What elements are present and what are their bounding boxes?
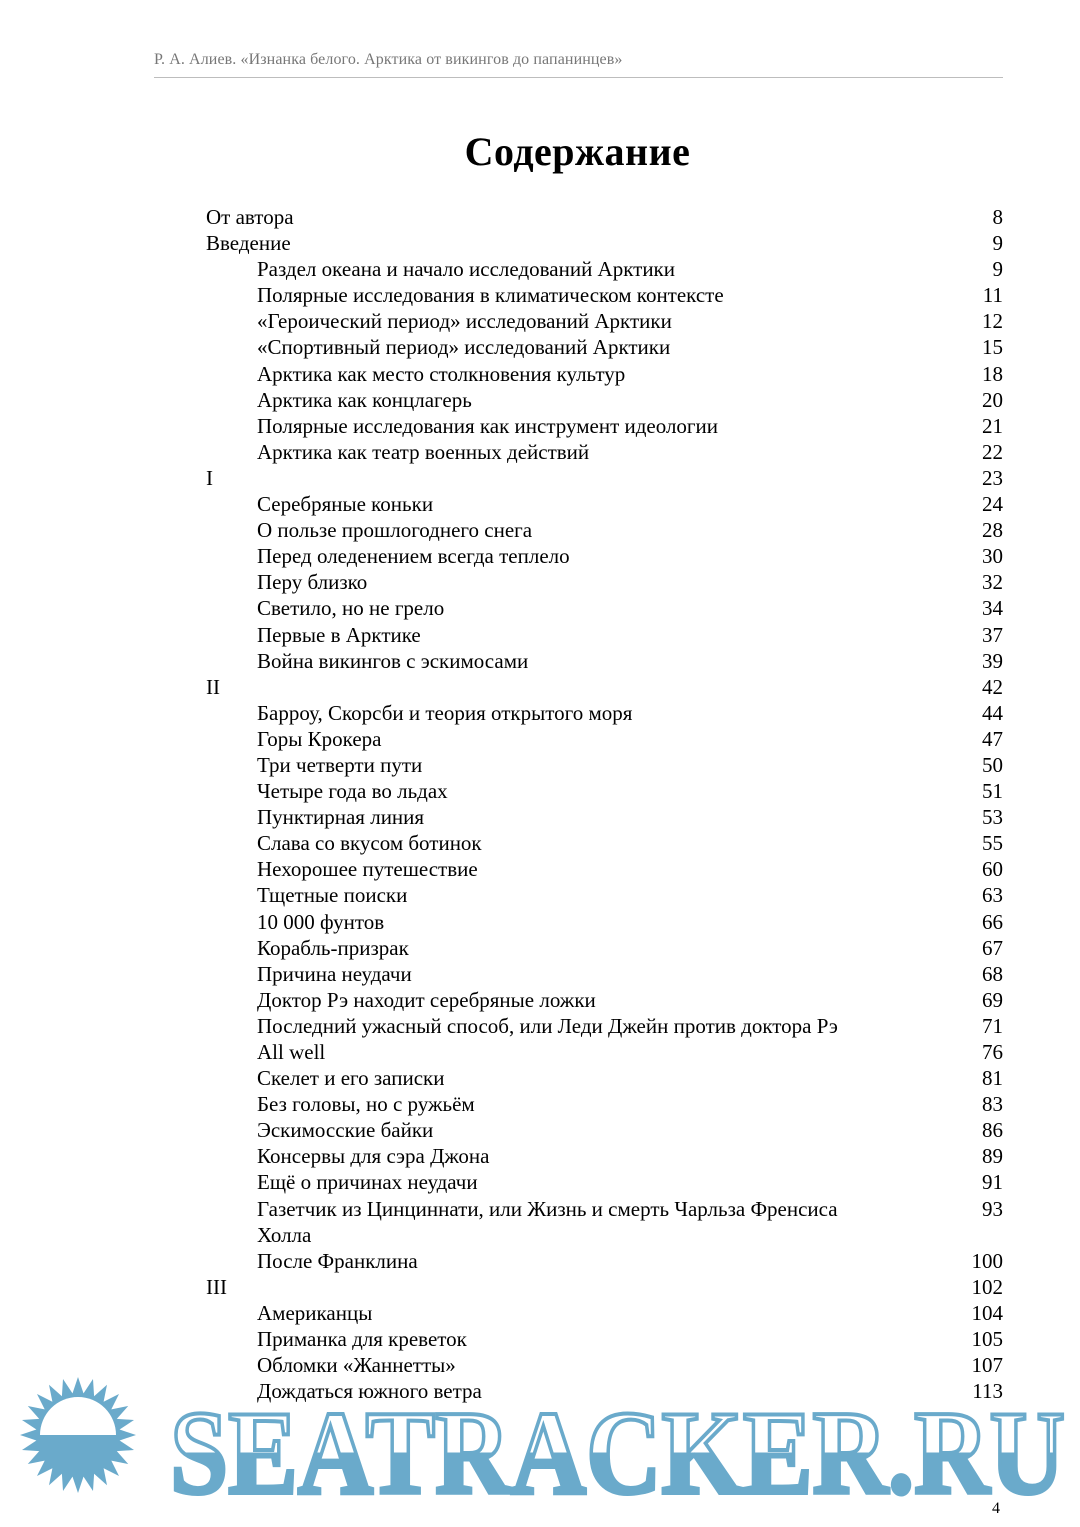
toc-entry[interactable]	[206, 674, 1003, 700]
toc-entry[interactable]	[206, 961, 1003, 987]
toc-entry-title: Эскимосские байки	[257, 1118, 434, 1143]
toc-entry[interactable]	[206, 308, 1003, 334]
toc-entry-title: Арктика как театр военных действий	[257, 439, 590, 464]
toc-entry-page: 76	[982, 1040, 1003, 1064]
toc-entry[interactable]	[206, 1013, 1003, 1039]
toc-entry[interactable]	[206, 439, 1003, 465]
toc-entry-title: Обломки «Жаннетты»	[257, 1353, 456, 1378]
toc-entry-page: 63	[982, 883, 1003, 908]
toc-entry-page: 105	[971, 1327, 1003, 1352]
toc-entry-page: 12	[982, 309, 1003, 334]
toc-entry[interactable]	[206, 1091, 1003, 1117]
toc-entry-page: 102	[971, 1274, 1003, 1299]
toc-entry-page: 42	[982, 674, 1003, 699]
toc-entry-page: 55	[982, 831, 1003, 856]
toc-entry-title: Перу близко	[257, 570, 368, 595]
toc-entry-page: 113	[972, 1379, 1003, 1404]
toc-entry-page: 32	[982, 570, 1003, 595]
toc-entry[interactable]	[206, 491, 1003, 517]
toc-entry-page: 60	[982, 857, 1003, 882]
toc-entry-page: 15	[982, 335, 1003, 360]
toc-entry-title: Три четверти пути	[257, 752, 423, 777]
toc-entry[interactable]	[206, 752, 1003, 778]
toc-entry[interactable]	[206, 1300, 1003, 1326]
table-of-contents	[206, 204, 1003, 1404]
toc-entry-title: Пунктирная линия	[257, 805, 425, 830]
toc-entry[interactable]	[206, 1196, 1003, 1248]
toc-entry[interactable]	[206, 1039, 1003, 1065]
running-header: Р. А. Алиев. «Изнанка белого. Арктика от викингов до папанинцев»	[154, 51, 623, 68]
watermark-logo	[0, 1375, 1080, 1499]
toc-entry-title: Четыре года во льдах	[257, 779, 448, 804]
toc-entry-title: Последний ужасный способ, или Леди Джейн против доктора Рэ	[257, 1013, 838, 1038]
toc-entry-title: Светило, но не грело	[257, 596, 445, 621]
toc-entry-page: 37	[982, 622, 1003, 647]
toc-entry-page: 11	[982, 283, 1003, 308]
toc-entry-title: После Франклина	[257, 1248, 418, 1273]
toc-entry-page: 30	[982, 544, 1003, 569]
toc-entry[interactable]	[206, 517, 1003, 543]
toc-entry-page: 71	[982, 1013, 1003, 1038]
toc-entry-page: 20	[982, 387, 1003, 412]
toc-entry[interactable]	[206, 543, 1003, 569]
toc-entry-page: 69	[982, 987, 1003, 1012]
toc-entry[interactable]	[206, 256, 1003, 282]
toc-entry-title: Дождаться южного ветра	[257, 1379, 482, 1404]
toc-entry-page: 93	[982, 1196, 1003, 1221]
toc-entry-page: 8	[992, 205, 1003, 229]
toc-entry[interactable]	[206, 830, 1003, 856]
toc-entry[interactable]	[206, 1065, 1003, 1091]
toc-entry-page: 47	[982, 726, 1003, 751]
toc-entry[interactable]	[206, 1169, 1003, 1195]
toc-entry-page: 44	[982, 700, 1003, 725]
toc-entry-page: 18	[982, 361, 1003, 386]
toc-entry-title: «Героический период» исследований Арктики	[257, 309, 672, 334]
toc-entry-page: 28	[982, 518, 1003, 543]
toc-entry-page: 50	[982, 752, 1003, 777]
toc-entry-title: Консервы для сэра Джона	[257, 1144, 490, 1169]
toc-entry-title: 10 000 фунтов	[257, 909, 385, 934]
page-title: Содержание	[464, 129, 691, 174]
toc-entry[interactable]	[206, 804, 1003, 830]
toc-entry-title: III	[206, 1274, 227, 1299]
toc-entry-page: 39	[982, 648, 1003, 673]
toc-entry-page: 68	[982, 961, 1003, 986]
toc-entry-page: 53	[982, 805, 1003, 830]
sun-icon	[20, 1377, 136, 1493]
toc-entry[interactable]	[206, 935, 1003, 961]
toc-entry-title: Американцы	[257, 1300, 373, 1325]
toc-entry-page: 22	[982, 439, 1003, 464]
toc-entry-page: 81	[982, 1066, 1003, 1091]
toc-entry-title: Скелет и его записки	[257, 1066, 445, 1091]
toc-entry[interactable]	[206, 204, 1003, 230]
toc-entry-title: От автора	[206, 205, 294, 229]
toc-entry-title: Причина неудачи	[257, 961, 412, 986]
toc-entry-page: 104	[971, 1300, 1003, 1325]
toc-entry-page: 9	[992, 231, 1003, 256]
toc-entry-page: 107	[971, 1353, 1003, 1378]
toc-entry-title: Полярные исследования как инструмент идеологии	[257, 413, 719, 438]
toc-entry[interactable]	[206, 648, 1003, 674]
toc-entry[interactable]	[206, 1248, 1003, 1274]
toc-entry-page: 23	[982, 465, 1003, 490]
toc-entry[interactable]	[206, 595, 1003, 621]
toc-entry-title: Горы Крокера	[257, 726, 382, 751]
toc-entry-title: Тщетные поиски	[257, 883, 408, 908]
toc-entry-title: Перед оледенением всегда теплело	[257, 544, 570, 569]
toc-entry[interactable]	[206, 413, 1003, 439]
toc-entry-title: Корабль-призрак	[257, 935, 409, 960]
toc-entry[interactable]	[206, 1274, 1003, 1300]
toc-entry-title: Арктика как концлагерь	[257, 387, 472, 412]
toc-entry[interactable]	[206, 622, 1003, 648]
toc-entry-title: Введение	[206, 231, 291, 256]
toc-entry-title: Приманка для креветок	[257, 1327, 467, 1352]
toc-entry-page: 9	[992, 257, 1003, 282]
toc-entry-page: 21	[982, 413, 1003, 438]
toc-entry[interactable]	[206, 334, 1003, 360]
toc-entry[interactable]	[206, 909, 1003, 935]
toc-entry[interactable]	[206, 1143, 1003, 1169]
toc-entry-title: Первые в Арктике	[257, 622, 421, 647]
toc-entry-title: II	[206, 674, 220, 699]
toc-entry[interactable]	[206, 465, 1003, 491]
toc-entry[interactable]	[206, 987, 1003, 1013]
toc-entry-title: О пользе прошлогоднего снега	[257, 518, 533, 543]
toc-entry[interactable]	[206, 230, 1003, 256]
toc-entry-page: 34	[982, 596, 1003, 621]
toc-entry-page: 86	[982, 1118, 1003, 1143]
toc-entry[interactable]	[206, 700, 1003, 726]
watermark-text: SEATRACKER.RU	[170, 1386, 1065, 1499]
toc-entry-title: Арктика как место столкновения культур	[257, 361, 626, 386]
toc-entry-page: 51	[982, 779, 1003, 804]
toc-entry-title: Серебряные коньки	[257, 492, 434, 517]
toc-entry-page: 83	[982, 1092, 1003, 1117]
toc-entry[interactable]	[206, 778, 1003, 804]
toc-entry-title: «Спортивный период» исследований Арктики	[257, 335, 671, 360]
toc-entry-page: 67	[982, 935, 1003, 960]
toc-entry-page: 91	[982, 1170, 1003, 1195]
toc-entry-title: Доктор Рэ находит серебряные ложки	[257, 987, 596, 1012]
toc-entry-page: 89	[982, 1144, 1003, 1169]
toc-entry-title: Полярные исследования в климатическом контексте	[257, 283, 724, 308]
toc-entry-title: Газетчик из Цинциннати, или Жизнь и смерть Чарльза Френсиса Холла	[257, 1196, 838, 1247]
toc-entry[interactable]	[206, 282, 1003, 308]
toc-entry[interactable]	[206, 387, 1003, 413]
toc-entry-title: Война викингов с эскимосами	[257, 648, 529, 673]
toc-entry[interactable]	[206, 1117, 1003, 1143]
toc-entry[interactable]	[206, 726, 1003, 752]
toc-entry-title: I	[206, 465, 213, 490]
toc-entry[interactable]	[206, 569, 1003, 595]
toc-entry-title: Ещё о причинах неудачи	[257, 1170, 478, 1195]
toc-entry-title: Слава со вкусом ботинок	[257, 831, 482, 856]
toc-entry-title: Нехорошее путешествие	[257, 857, 478, 882]
toc-entry-title: All well	[257, 1040, 326, 1064]
toc-entry-page: 24	[982, 492, 1003, 517]
toc-entry-page: 66	[982, 909, 1003, 934]
toc-entry[interactable]	[206, 361, 1003, 387]
toc-entry-title: Без головы, но с ружьём	[257, 1092, 475, 1117]
toc-entry-title: Барроу, Скорсби и теория открытого моря	[257, 700, 633, 725]
toc-entry-page: 100	[971, 1248, 1003, 1273]
header-divider	[154, 77, 1003, 78]
toc-entry[interactable]	[206, 882, 1003, 908]
page-number: 4	[992, 1500, 1000, 1517]
toc-entry[interactable]	[206, 1326, 1003, 1352]
toc-entry-title: Раздел океана и начало исследований Арктики	[257, 257, 676, 282]
toc-entry[interactable]	[206, 856, 1003, 882]
